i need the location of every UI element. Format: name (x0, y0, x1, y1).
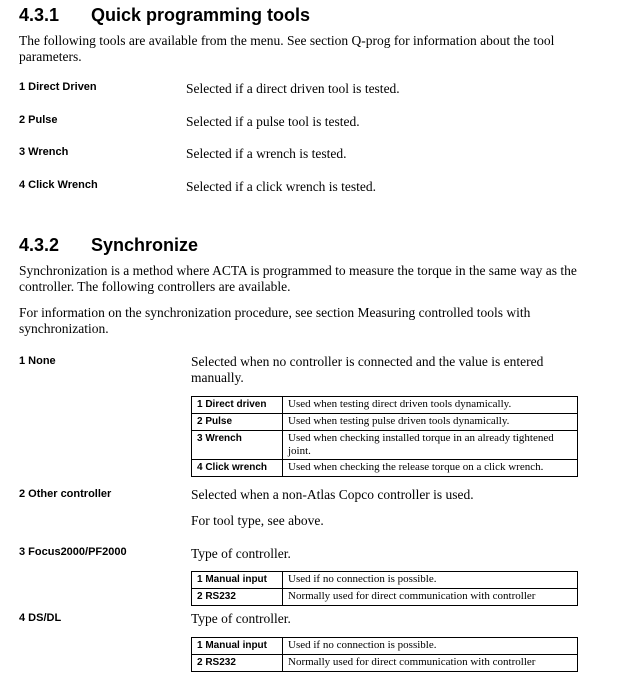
section-title: Synchronize (91, 235, 199, 255)
controller-label-other: 2 Other controller (19, 488, 112, 500)
controller-desc-other: Selected when a non-Atlas Copco controller is used. (191, 487, 474, 502)
tool-desc-direct-driven: Selected if a direct driven tool is tested. (186, 81, 400, 96)
section-number: 4.3.1 (19, 5, 60, 25)
table-cell-value: Used if no connection is possible. (283, 638, 578, 655)
table-cell-value: Used when testing pulse driven tools dynamically. (283, 414, 578, 431)
section-intro-2: For information on the synchronization procedure, see section Measuring controlled tools with synchronization. (19, 305, 531, 336)
tool-label-click-wrench: 4 Click Wrench (19, 179, 98, 191)
table-cell-key: 1 Direct driven (192, 397, 283, 414)
tool-desc-pulse: Selected if a pulse tool is tested. (186, 114, 360, 129)
table-cell-key: 2 RS232 (192, 589, 283, 606)
table-row (192, 572, 578, 589)
controller-label-focus: 3 Focus2000/PF2000 (19, 546, 127, 558)
tool-label-wrench: 3 Wrench (19, 146, 69, 158)
table-cell-value: Used if no connection is possible. (283, 572, 578, 589)
section-intro-1: Synchronization is a method where ACTA is programmed to measure the torque in the same way as the controller. The following controllers are available. (19, 263, 577, 294)
table-row (192, 397, 578, 414)
table-cell-value: Used when testing direct driven tools dynamically. (283, 397, 578, 414)
table-row (192, 638, 578, 655)
table-cell-key: 4 Click wrench (192, 460, 283, 477)
tool-label-pulse: 2 Pulse (19, 114, 58, 126)
section-heading-quick-programming (19, 5, 419, 27)
section-number: 4.3.2 (19, 235, 60, 255)
tool-type-table (191, 396, 578, 477)
tool-desc-click-wrench: Selected if a click wrench is tested. (186, 179, 377, 194)
table-cell-value: Used when checking installed torque in an already tightened joint. (283, 431, 578, 460)
controller-desc-other-note: For tool type, see above. (191, 513, 324, 528)
table-row (192, 655, 578, 672)
table-cell-key: 1 Manual input (192, 638, 283, 655)
connection-table-dsdl (191, 637, 578, 672)
table-cell-value: Normally used for direct communication with controller (283, 589, 578, 606)
table-cell-key: 3 Wrench (192, 431, 283, 460)
table-cell-key: 2 RS232 (192, 655, 283, 672)
tool-label-direct-driven: 1 Direct Driven (19, 81, 97, 93)
controller-desc-focus: Type of controller. (191, 546, 291, 561)
table-cell-value: Used when checking the release torque on a click wrench. (283, 460, 578, 477)
tool-desc-wrench: Selected if a wrench is tested. (186, 146, 347, 161)
connection-table-focus (191, 571, 578, 606)
table-row (192, 414, 578, 431)
controller-desc-dsdl: Type of controller. (191, 611, 291, 626)
table-cell-value: Normally used for direct communication with controller (283, 655, 578, 672)
section-intro: The following tools are available from the menu. See section Q-prog for information about the tool parameters. (19, 33, 555, 64)
controller-label-none: 1 None (19, 355, 56, 367)
table-cell-key: 1 Manual input (192, 572, 283, 589)
controller-desc-none: Selected when no controller is connected and the value is entered manually. (191, 354, 544, 385)
table-row (192, 460, 578, 477)
table-row (192, 589, 578, 606)
section-title: Quick programming tools (91, 5, 311, 25)
section-heading-synchronize (19, 235, 419, 257)
table-cell-key: 2 Pulse (192, 414, 283, 431)
controller-label-dsdl: 4 DS/DL (19, 612, 62, 624)
table-row (192, 431, 578, 460)
